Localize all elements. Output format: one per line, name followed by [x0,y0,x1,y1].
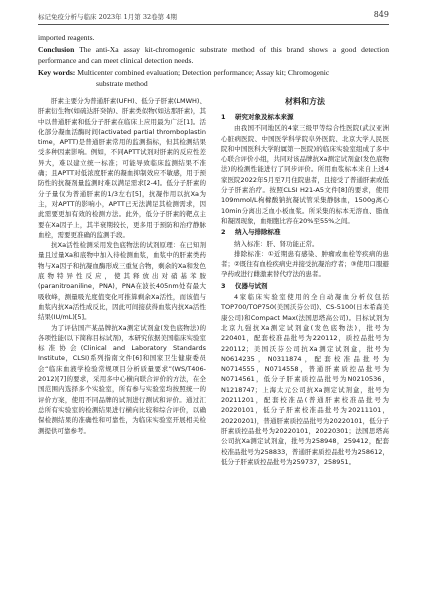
subsection-paragraph: 4家临床实验室使用的全自动凝血分析仪包括TOP700/TOP750(美国沃芬公司)、CS-5100(日本希森美康公司)和Compact Max(法国思塔高公司)。目标试剂为北京九强抗Xa测定试剂盒(发色底物法)，批号为220401，配套校准品批号为220112，质控品批号为220112；美国沃芬公司抗Xa测定试剂盒，批号为N0614235，N0311874，配套校准品批号为N0714555，N0714558，普通肝素质控品批号为N0714561，低分子肝素质控品批号为N0210536，N1218747；上海太元公司抗Xa测定试剂盒，批号为20211201，配套校准品(普通肝素校准品批号为20220101，低分子肝素校准品批号为20211101，20220201)，普通肝素质控品批号为20220101，低分子肝素质控品批号为20220101，20220301；法国思塔高公司抗Xa测定试剂盒，批号为258948，259412，配套校准品批号为258833，普通肝素质控品批号为258612，低分子肝素质控品批号为259737，258951。 [221,293,389,466]
subsection-heading-3 [221,281,389,291]
subsection-number: 3 [221,281,226,290]
subsection-heading-2 [221,227,389,237]
keywords-line [38,67,389,79]
subsection-title: 研究对象及标本来源 [235,113,294,121]
conclusion-text: The anti-Xa assay kit-chromogenic substrate method of this brand shows a good detection performance and can meet clinical detection needs. [38,44,389,66]
subsection-paragraph: 排除标准：①近期患有感染、肿瘤或血栓等疾病的患者；②既往有血栓疾病史并接受抗凝治疗者；③使用口服避孕药或进行雌激素替代疗法的患者。 [221,249,389,279]
conclusion-paragraph [38,44,389,67]
page-number: 849 [373,10,389,19]
conclusion-label: Conclusion [38,44,75,54]
intro-paragraph-2: 抗Xa活性检测采用发色底物法的试剂原理：在已知剂量且过量Xa和底物中加入待检测血浆，血浆中的肝素类药物与Xa因子和抗凝血酶形成三重复合物，剩余的Xa和发色底物特异性反应，使其释放出对硝基苯胺(paranitroaniline，PNA)，PNA在波长405nm处有最大吸收峰，测量吸光度值变化可推算剩余Xa活性，而该值与血浆内抗Xa活性成反比，因此可间接获得血浆内抗Xa活性结果(IU/mL)[5]。 [38,241,206,322]
journal-info: 标记免疫分析与临床 2023年 1月第 32卷第 4期 [38,13,177,21]
right-column [221,96,389,467]
subsection-paragraph: 由我国不同地区的4家三级甲等综合性医院(武汉亚洲心脏病医院、中国医学科学院阜外医院、北京大学人民医院和中国医科大学附属第一医院)的临床实验室组成了多中心联合评价小组，共同对该品牌抗Xa测定试剂盒(发色底物法)的检测性能进行了同步评价。所用血浆标本来自上述4家医院2022年5月至7月住院患者，且接受了普通肝素或低分子肝素治疗。按照CLSI H21-A5文件[8]的要求，使用109mmol/L枸橼酸钠抗凝试管采集静脉血，1500g离心10min分离出乏血小板血浆。所采集的标本无溶血、脂血和凝固现象，血细胞比容在20%至55%之间。 [221,124,389,225]
page-header [38,10,389,25]
keywords-label: Key words: [38,67,76,77]
subsection-title: 仪器与试剂 [235,281,268,290]
intro-paragraph-1: 肝素主要分为普通肝素(UFH)、低分子肝素(LMWH)、肝素衍生物(如硫达肝癸钠)、肝素类似物(如达那肝素)，其中以普通肝素和低分子肝素在临床上应用最为广泛[1]。活化部分凝血活酶时间(activated partial thromboplastin time，APTT)是普通肝素常用的监测指标，但其检测结果受多种因素影响。例如，不同APTT试剂对肝素的反应性差异大，难以建立统一标准；可能导致临床监测结果不准确；且APTT对低浓度肝素的凝血抑制效应不敏感，用于预防性的抗凝剂量监测时难以满足需求[2-4]。低分子肝素的分子量仅为普通肝素的1/3左右[5]，抗凝作用以抗Xa为主，对APTT的影响小，APTT已无法满足其检测需求，因此需要更加有效的检测方法。此外，低分子肝素的靶点主要在Xa因子上，其半衰期较长，更多用于预防和治疗静脉血栓，需要更准确的监测手段。 [38,97,206,239]
subsection-number: 2 [221,228,226,237]
subsection-paragraph: 纳入标准：肝、肾功能正常。 [234,239,319,248]
subsection-heading-1 [221,112,389,122]
subsection-number: 1 [221,113,226,121]
section-title: 材料和方法 [285,97,325,106]
keywords-continuation: substrate method [96,79,148,89]
left-column [38,96,206,436]
intro-paragraph-3: 为了评估国产某品牌抗Xa测定试剂盒(发色底物法)的各项性能(以下简称目标试剂)，本研究依据美国临床实验室标准协会(Clinical and Laboratory Standards Institute，CLSI)系列指南文件[6]和国家卫生健康委员会“临床血液学检验常规项目分析质量要求”(WS/T406-2012)[7]的要求，采用多中心横向联合评价的方法，在全国范围内选择多个实验室，所有参与实验室均按照统一的评价方案，使用不同品牌的试剂进行测试和评价。通过汇总所有实验室的检测结果进行横向比较和综合评价，以确保检测结果的准确性和可靠性，为临床实验室开展相关检测提供可靠参考。 [38,323,206,435]
abstract-block [38,32,389,90]
abstract-line: imported reagents. [38,33,95,42]
subsection-title: 纳入与排除标准 [235,228,281,237]
keywords-text: Multicenter combined evaluation; Detection performance; Assay kit; Chromogenic [75,67,330,77]
